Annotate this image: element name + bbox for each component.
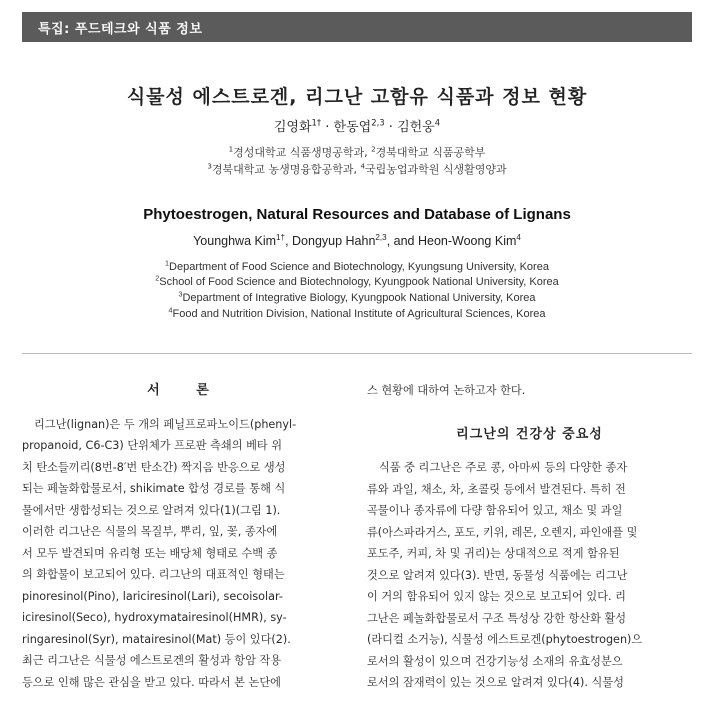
korean-title: 식물성 에스트로겐, 리그난 고함유 식품과 정보 현황 — [126, 86, 588, 108]
superscript-marker: 1 — [228, 144, 234, 154]
korean-affiliations-line-1 — [0, 144, 714, 160]
english-affiliation-2 — [0, 276, 714, 288]
author-name: 한동엽 — [333, 120, 372, 135]
text-line: (라디컬 소거능), 식물성 에스트로겐(phytoestrogen)으 — [367, 633, 643, 646]
author-name: , and Heon-Woong Kim — [386, 234, 517, 248]
affiliation-text: Department of Food Science and Biotechnology, Kyungsung University, Korea — [169, 261, 549, 273]
text-line: 것으로 알려져 있다(3). 반면, 동물성 식품에는 리그난 — [367, 568, 628, 582]
affiliation-text: Food and Nutrition Division, National Institute of Agricultural Sciences, Korea — [172, 308, 546, 320]
text-line: 이 거의 함유되어 있지 않는 것으로 보고되어 있다. 리 — [367, 590, 626, 603]
text-line: 의 화합물이 보고되어 있다. 리그난의 대표적인 형태는 — [22, 568, 285, 581]
text-line: 로서의 활성이 있으며 건강기능성 소재의 유효성분으 — [367, 654, 623, 668]
affiliation-text: School of Food Science and Biotechnology, Kyungpook National University, Korea — [159, 276, 559, 288]
superscript-marker: 2 — [155, 274, 160, 283]
english-title: Phytoestrogen, Natural Resources and Database of Lignans — [143, 206, 571, 223]
health-heading: 리그난의 건강상 중요성 — [456, 426, 603, 442]
english-affiliation-3 — [0, 292, 714, 304]
continued-line: 스 현황에 대하여 논하고자 한다. — [367, 384, 526, 397]
text-line: 이러한 리그난은 식물의 목질부, 뿌리, 잎, 꽃, 종자에 — [22, 525, 278, 538]
affiliation-text: 경북대학교 농생명융합공학과, — [211, 163, 361, 176]
superscript-marker: 4 — [168, 306, 173, 315]
affiliation-text: 경성대학교 식품생명공학과, — [233, 146, 372, 159]
text-line: 치 탄소들끼리(8번-8′번 탄소간) 짝지음 반응으로 생성 — [22, 460, 286, 474]
english-affiliation-4 — [0, 308, 714, 320]
korean-authors — [0, 116, 714, 135]
superscript-marker: 4 — [360, 161, 366, 171]
text-line: 되는 페놀화합물로서, shikimate 합성 경로를 통해 식 — [22, 482, 286, 495]
text-line: 등으로 인해 많은 관심을 받고 있다. 따라서 본 논단에 — [22, 675, 281, 689]
author-separator: · — [321, 120, 334, 135]
affiliation-text: 경북대학교 식품공학부 — [375, 146, 486, 159]
text-line: ringaresinol(Syr), matairesinol(Mat) 등이 있다(2). — [22, 632, 291, 646]
superscript-marker: 2,3 — [371, 117, 385, 128]
superscript-marker: 3 — [178, 290, 183, 299]
superscript-marker: 3 — [207, 161, 212, 171]
intro-heading: 서 론 — [147, 383, 225, 398]
korean-affiliations-line-2 — [0, 161, 714, 177]
health-body — [367, 457, 692, 694]
text-line: 식품 중 리그난은 주로 콩, 아마씨 등의 다양한 종자 — [379, 461, 628, 474]
english-authors — [0, 234, 714, 248]
superscript-marker: 1† — [311, 117, 322, 128]
text-line: 류와 과일, 채소, 차, 초콜릿 등에서 발견된다. 특히 전 — [367, 482, 626, 496]
affiliation-text: 국립농업과학원 식생활영양과 — [365, 163, 507, 176]
text-line: 류(아스파라거스, 포도, 키위, 레몬, 오렌지, 파인애플 및 — [367, 525, 638, 539]
text-line: 포도주, 커피, 차 및 귀리)는 상대적으로 적게 함유된 — [367, 547, 620, 560]
author-name: Younghwa Kim — [193, 234, 277, 248]
superscript-marker: 1 — [165, 259, 170, 268]
left-column — [22, 380, 350, 693]
text-line: propanoid, C6-C3) 단위체가 프로판 측쇄의 베타 위 — [22, 439, 283, 452]
superscript-marker: 1† — [276, 232, 286, 242]
author-name: 김영화 — [273, 120, 312, 135]
text-line: 리그난(lignan)은 두 개의 페닐프로파노이드(phenyl- — [34, 417, 297, 431]
author-name: , Dongyup Hahn — [285, 234, 376, 248]
author-name: 김헌웅 — [397, 120, 435, 135]
intro-body — [22, 414, 350, 694]
superscript-marker: 4 — [516, 232, 521, 242]
text-line: 최근 리그난은 식물성 에스트로겐의 활성과 항암 작용 — [22, 654, 282, 667]
right-column — [367, 380, 692, 694]
text-line: 물에서만 생합성되는 것으로 알려져 있다(1)(그림 1). — [22, 503, 281, 517]
superscript-marker: 2 — [371, 144, 376, 154]
author-separator: · — [384, 120, 398, 135]
banner-text: 특집: 푸드테크와 식품 정보 — [38, 22, 203, 37]
text-line: 그난은 페놀화합물로서 구조 특성상 강한 항산화 활성 — [367, 611, 627, 625]
affiliation-text: Department of Integrative Biology, Kyungpook National University, Korea — [182, 292, 536, 304]
superscript-marker: 2,3 — [375, 232, 387, 242]
section-divider — [22, 353, 692, 354]
english-affiliation-1 — [0, 261, 714, 273]
text-line: 곡물이나 종자류에 다량 함유되어 있고, 채소 및 과일 — [367, 504, 623, 517]
section-banner — [22, 12, 692, 42]
text-line: 서 모두 발견되며 유리형 또는 배당체 형태로 수백 종 — [22, 546, 278, 560]
text-line: 로서의 잠재력이 있는 것으로 알려져 있다(4). 식물성 — [367, 676, 624, 689]
text-line: pinoresinol(Pino), lariciresinol(Lari), secoisolar- — [22, 589, 283, 603]
superscript-marker: 4 — [434, 117, 441, 128]
text-line: iciresinol(Seco), hydroxymatairesinol(HMR), sy- — [22, 611, 287, 624]
